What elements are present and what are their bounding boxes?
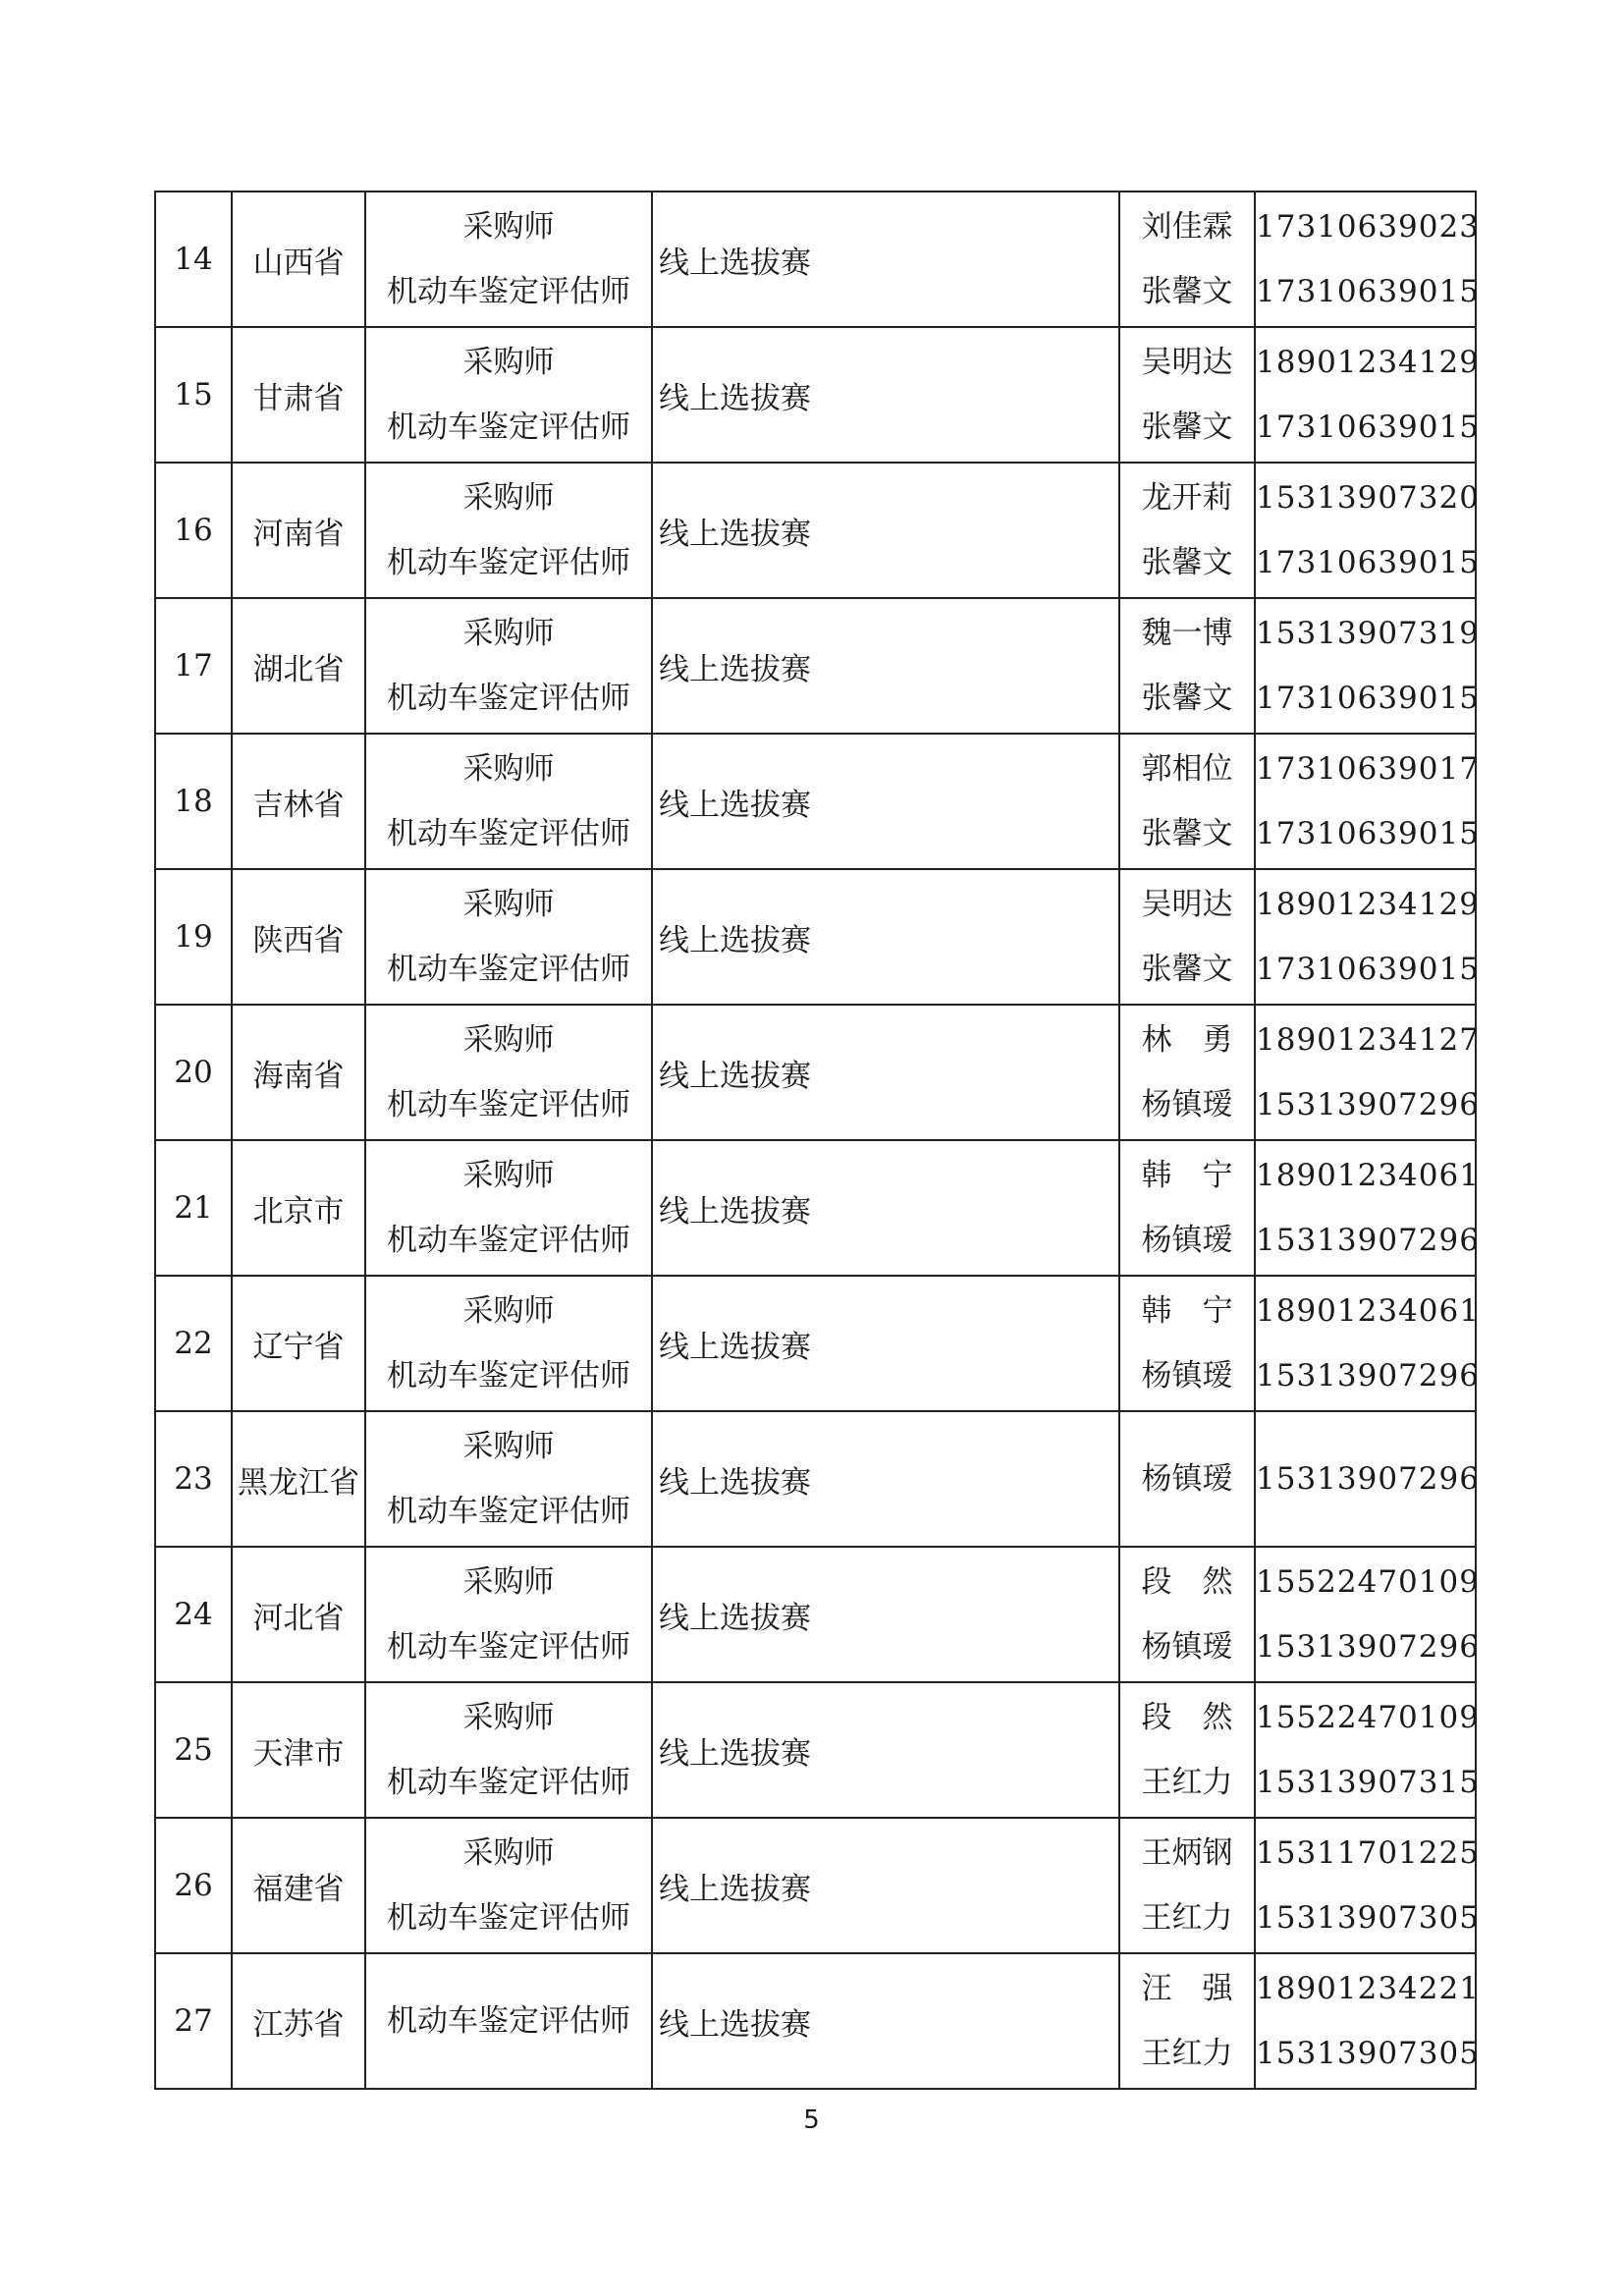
contact-name: 王红力 — [1141, 1900, 1233, 1936]
occupation-cell — [365, 327, 652, 463]
row-number-cell — [155, 1818, 232, 1953]
province-name: 北京市 — [252, 1193, 345, 1230]
contact-name-cell — [1119, 869, 1255, 1005]
province-name: 江苏省 — [252, 2006, 345, 2043]
occupation-cell — [365, 1682, 652, 1818]
contact-name: 张馨文 — [1141, 545, 1233, 580]
occupation-name: 采购师 — [462, 345, 555, 380]
competition-mode-cell — [652, 327, 1119, 463]
row-number: 18 — [174, 784, 213, 819]
occupation-name: 采购师 — [462, 480, 555, 516]
occupation-name: 采购师 — [462, 1700, 555, 1735]
competition-mode: 线上选拔赛 — [659, 1329, 811, 1365]
competition-mode-cell — [652, 734, 1119, 869]
contact-phone: 18901234061 — [1256, 1158, 1480, 1193]
contact-phone: 15313907296 — [1256, 1461, 1480, 1497]
competition-mode-cell — [652, 1140, 1119, 1276]
contact-name: 杨镇瑷 — [1141, 1087, 1233, 1122]
contact-name-cell — [1119, 1818, 1255, 1953]
contact-phone: 15313907305 — [1256, 1900, 1480, 1936]
contact-phone: 15313907296 — [1256, 1087, 1480, 1122]
row-number: 21 — [174, 1190, 213, 1226]
contact-phone-cell — [1255, 1547, 1480, 1682]
occupation-name: 采购师 — [462, 1564, 555, 1600]
table-row — [155, 1140, 1476, 1276]
contact-name: 林 勇 — [1141, 1022, 1233, 1058]
contact-phone: 17310639015 — [1256, 545, 1480, 580]
province-name: 天津市 — [252, 1735, 345, 1772]
competition-mode: 线上选拔赛 — [659, 1058, 811, 1094]
table-row — [155, 1005, 1476, 1140]
contact-phone: 15313907296 — [1256, 1358, 1480, 1394]
contact-name: 张馨文 — [1141, 816, 1233, 851]
contact-name-cell — [1119, 1682, 1255, 1818]
row-number: 27 — [174, 2003, 213, 2039]
contact-name: 段 然 — [1141, 1564, 1233, 1600]
competition-mode-cell — [652, 1953, 1119, 2089]
row-number-cell — [155, 1005, 232, 1140]
province-cell — [232, 1411, 365, 1547]
province-name: 海南省 — [252, 1058, 345, 1094]
contact-name-cell — [1119, 1005, 1255, 1140]
contact-name: 杨镇瑷 — [1141, 1223, 1233, 1258]
contact-name: 段 然 — [1141, 1700, 1233, 1735]
contact-name-cell — [1119, 734, 1255, 869]
province-name: 河南省 — [252, 516, 345, 552]
row-number: 16 — [174, 513, 213, 548]
contact-name-cell — [1119, 327, 1255, 463]
occupation-name: 机动车鉴定评估师 — [387, 410, 630, 445]
occupation-name: 机动车鉴定评估师 — [387, 1765, 630, 1800]
competition-mode: 线上选拔赛 — [659, 1871, 811, 1907]
province-cell — [232, 1818, 365, 1953]
competition-mode: 线上选拔赛 — [659, 2006, 811, 2043]
occupation-cell — [365, 1276, 652, 1411]
contact-phone: 17310639015 — [1256, 952, 1480, 987]
contact-phone-cell — [1255, 1140, 1480, 1276]
occupation-cell — [365, 191, 652, 327]
occupation-cell — [365, 598, 652, 734]
contact-phone: 17310639015 — [1256, 681, 1480, 716]
contact-phone: 18901234061 — [1256, 1293, 1480, 1329]
contact-name: 王红力 — [1141, 2036, 1233, 2071]
contact-name-cell — [1119, 1411, 1255, 1547]
table-row — [155, 463, 1476, 598]
contact-phone-cell — [1255, 463, 1480, 598]
row-number-cell — [155, 1953, 232, 2089]
contact-phone-cell — [1255, 327, 1480, 463]
competition-mode-cell — [652, 869, 1119, 1005]
contact-phone-cell — [1255, 1818, 1480, 1953]
table-row — [155, 327, 1476, 463]
competition-mode-cell — [652, 1818, 1119, 1953]
contact-phone: 17310639015 — [1256, 274, 1480, 309]
contact-name: 王红力 — [1141, 1765, 1233, 1800]
contact-name-cell — [1119, 1953, 1255, 2089]
competition-mode-cell — [652, 191, 1119, 327]
contact-name: 张馨文 — [1141, 274, 1233, 309]
competition-mode-cell — [652, 1276, 1119, 1411]
row-number: 19 — [174, 919, 213, 955]
contact-name: 刘佳霖 — [1141, 209, 1233, 245]
province-name: 辽宁省 — [252, 1329, 345, 1365]
contact-name: 张馨文 — [1141, 681, 1233, 716]
table-row — [155, 1276, 1476, 1411]
contact-phone: 15313907305 — [1256, 2036, 1480, 2071]
province-cell — [232, 734, 365, 869]
occupation-name: 采购师 — [462, 1293, 555, 1329]
occupation-cell — [365, 734, 652, 869]
contact-phone: 15522470109 — [1256, 1700, 1480, 1735]
occupation-name: 机动车鉴定评估师 — [387, 816, 630, 851]
contact-name: 杨镇瑷 — [1141, 1629, 1233, 1665]
row-number-cell — [155, 191, 232, 327]
contact-phone: 15313907319 — [1256, 616, 1480, 651]
occupation-cell — [365, 869, 652, 1005]
contact-name: 张馨文 — [1141, 410, 1233, 445]
province-name: 黑龙江省 — [238, 1464, 359, 1501]
table-row — [155, 1818, 1476, 1953]
contact-name-cell — [1119, 1276, 1255, 1411]
occupation-cell — [365, 1140, 652, 1276]
contact-name: 吴明达 — [1141, 887, 1233, 922]
occupation-name: 机动车鉴定评估师 — [387, 1494, 630, 1529]
province-name: 湖北省 — [252, 651, 345, 687]
province-cell — [232, 1953, 365, 2089]
contact-name-cell — [1119, 1547, 1255, 1682]
province-cell — [232, 1276, 365, 1411]
contact-phone-cell — [1255, 1411, 1480, 1547]
occupation-name: 机动车鉴定评估师 — [387, 1087, 630, 1122]
contact-name-cell — [1119, 598, 1255, 734]
contact-phone: 15313907296 — [1256, 1223, 1480, 1258]
occupation-name: 机动车鉴定评估师 — [387, 1358, 630, 1394]
row-number-cell — [155, 734, 232, 869]
table-row — [155, 1547, 1476, 1682]
competition-mode: 线上选拔赛 — [659, 1464, 811, 1501]
occupation-name: 采购师 — [462, 1835, 555, 1871]
occupation-name: 机动车鉴定评估师 — [387, 274, 630, 309]
province-cell — [232, 1547, 365, 1682]
occupation-name: 机动车鉴定评估师 — [387, 545, 630, 580]
row-number-cell — [155, 463, 232, 598]
row-number-cell — [155, 327, 232, 463]
contact-phone: 15311701225 — [1256, 1835, 1480, 1871]
table-row — [155, 734, 1476, 869]
contact-phone: 17310639015 — [1256, 410, 1480, 445]
competition-mode: 线上选拔赛 — [659, 516, 811, 552]
row-number: 25 — [174, 1732, 213, 1768]
contact-phone: 15313907320 — [1256, 480, 1480, 516]
competition-mode: 线上选拔赛 — [659, 651, 811, 687]
competition-mode-cell — [652, 598, 1119, 734]
table-row — [155, 869, 1476, 1005]
contact-phone-cell — [1255, 869, 1480, 1005]
occupation-name: 采购师 — [462, 751, 555, 787]
occupation-cell — [365, 1411, 652, 1547]
occupation-name: 机动车鉴定评估师 — [387, 952, 630, 987]
province-name: 吉林省 — [252, 787, 345, 823]
occupation-name: 机动车鉴定评估师 — [387, 1900, 630, 1936]
competition-mode: 线上选拔赛 — [659, 787, 811, 823]
province-name: 陕西省 — [252, 922, 345, 958]
row-number: 26 — [174, 1868, 213, 1903]
contact-name: 汪 强 — [1141, 1971, 1233, 2006]
competition-mode-cell — [652, 1682, 1119, 1818]
occupation-cell — [365, 463, 652, 598]
competition-mode: 线上选拔赛 — [659, 1600, 811, 1636]
contact-phone: 18901234221 — [1256, 1971, 1480, 2006]
contact-phone: 15522470109 — [1256, 1564, 1480, 1600]
table-body — [155, 191, 1480, 2089]
competition-mode-cell — [652, 1547, 1119, 1682]
contact-phone-cell — [1255, 598, 1480, 734]
province-cell — [232, 1005, 365, 1140]
competition-mode-cell — [652, 463, 1119, 598]
contact-name: 韩 宁 — [1141, 1293, 1233, 1329]
table-row — [155, 191, 1476, 327]
occupation-name: 机动车鉴定评估师 — [387, 1223, 630, 1258]
row-number: 15 — [174, 377, 213, 412]
contact-phone-cell — [1255, 191, 1480, 327]
competition-mode-cell — [652, 1005, 1119, 1140]
table-row — [155, 1411, 1476, 1547]
contact-phone: 18901234127 — [1256, 1022, 1480, 1058]
contact-phone: 15313907296 — [1256, 1629, 1480, 1665]
row-number-cell — [155, 1411, 232, 1547]
contact-name-cell — [1119, 463, 1255, 598]
contact-name: 龙开莉 — [1141, 480, 1233, 516]
province-cell — [232, 327, 365, 463]
contact-phone-cell — [1255, 1005, 1480, 1140]
occupation-name: 机动车鉴定评估师 — [387, 681, 630, 716]
contact-name: 王炳钢 — [1141, 1835, 1233, 1871]
row-number: 17 — [174, 648, 213, 683]
contact-name: 吴明达 — [1141, 345, 1233, 380]
contact-phone-cell — [1255, 734, 1480, 869]
row-number-cell — [155, 1547, 232, 1682]
row-number-cell — [155, 869, 232, 1005]
contact-phone-cell — [1255, 1682, 1480, 1818]
province-name: 福建省 — [252, 1871, 345, 1907]
occupation-name: 采购师 — [462, 1158, 555, 1193]
province-cell — [232, 1140, 365, 1276]
province-cell — [232, 191, 365, 327]
province-cell — [232, 463, 365, 598]
contact-name: 杨镇瑷 — [1141, 1461, 1233, 1497]
page-number: 5 — [803, 2105, 820, 2135]
contact-table — [154, 191, 1480, 2090]
province-name: 河北省 — [252, 1600, 345, 1636]
province-cell — [232, 1682, 365, 1818]
province-cell — [232, 598, 365, 734]
contact-name: 张馨文 — [1141, 952, 1233, 987]
table-row — [155, 598, 1476, 734]
competition-mode-cell — [652, 1411, 1119, 1547]
competition-mode: 线上选拔赛 — [659, 1735, 811, 1772]
row-number-cell — [155, 1140, 232, 1276]
row-number-cell — [155, 598, 232, 734]
competition-mode: 线上选拔赛 — [659, 380, 811, 416]
occupation-name: 机动车鉴定评估师 — [387, 1629, 630, 1665]
occupation-cell — [365, 1005, 652, 1140]
row-number-cell — [155, 1682, 232, 1818]
occupation-name: 采购师 — [462, 616, 555, 651]
contact-phone-cell — [1255, 1953, 1480, 2089]
contact-phone: 17310639017 — [1256, 751, 1480, 787]
occupation-name: 机动车鉴定评估师 — [387, 2003, 630, 2039]
contact-name-cell — [1119, 191, 1255, 327]
contact-phone: 15313907315 — [1256, 1765, 1480, 1800]
contact-name: 魏一博 — [1141, 616, 1233, 651]
province-cell — [232, 869, 365, 1005]
contact-name: 郭相位 — [1141, 751, 1233, 787]
contact-name-cell — [1119, 1140, 1255, 1276]
row-number: 24 — [174, 1597, 213, 1632]
occupation-cell — [365, 1953, 652, 2089]
province-name: 山西省 — [252, 245, 345, 281]
occupation-name: 采购师 — [462, 1429, 555, 1464]
contact-phone-cell — [1255, 1276, 1480, 1411]
competition-mode: 线上选拔赛 — [659, 245, 811, 281]
province-name: 甘肃省 — [252, 380, 345, 416]
table-row — [155, 1953, 1476, 2089]
row-number: 14 — [174, 242, 213, 277]
row-number: 22 — [174, 1326, 213, 1361]
table-row — [155, 1682, 1476, 1818]
contact-phone: 18901234129 — [1256, 345, 1480, 380]
contact-phone: 18901234129 — [1256, 887, 1480, 922]
row-number: 23 — [174, 1461, 213, 1497]
occupation-name: 采购师 — [462, 887, 555, 922]
occupation-cell — [365, 1547, 652, 1682]
row-number: 20 — [174, 1055, 213, 1090]
contact-phone: 17310639023 — [1256, 209, 1480, 245]
competition-mode: 线上选拔赛 — [659, 1193, 811, 1230]
competition-mode: 线上选拔赛 — [659, 922, 811, 958]
occupation-cell — [365, 1818, 652, 1953]
contact-name: 杨镇瑷 — [1141, 1358, 1233, 1394]
contact-phone: 17310639015 — [1256, 816, 1480, 851]
contact-name: 韩 宁 — [1141, 1158, 1233, 1193]
row-number-cell — [155, 1276, 232, 1411]
occupation-name: 采购师 — [462, 1022, 555, 1058]
occupation-name: 采购师 — [462, 209, 555, 245]
